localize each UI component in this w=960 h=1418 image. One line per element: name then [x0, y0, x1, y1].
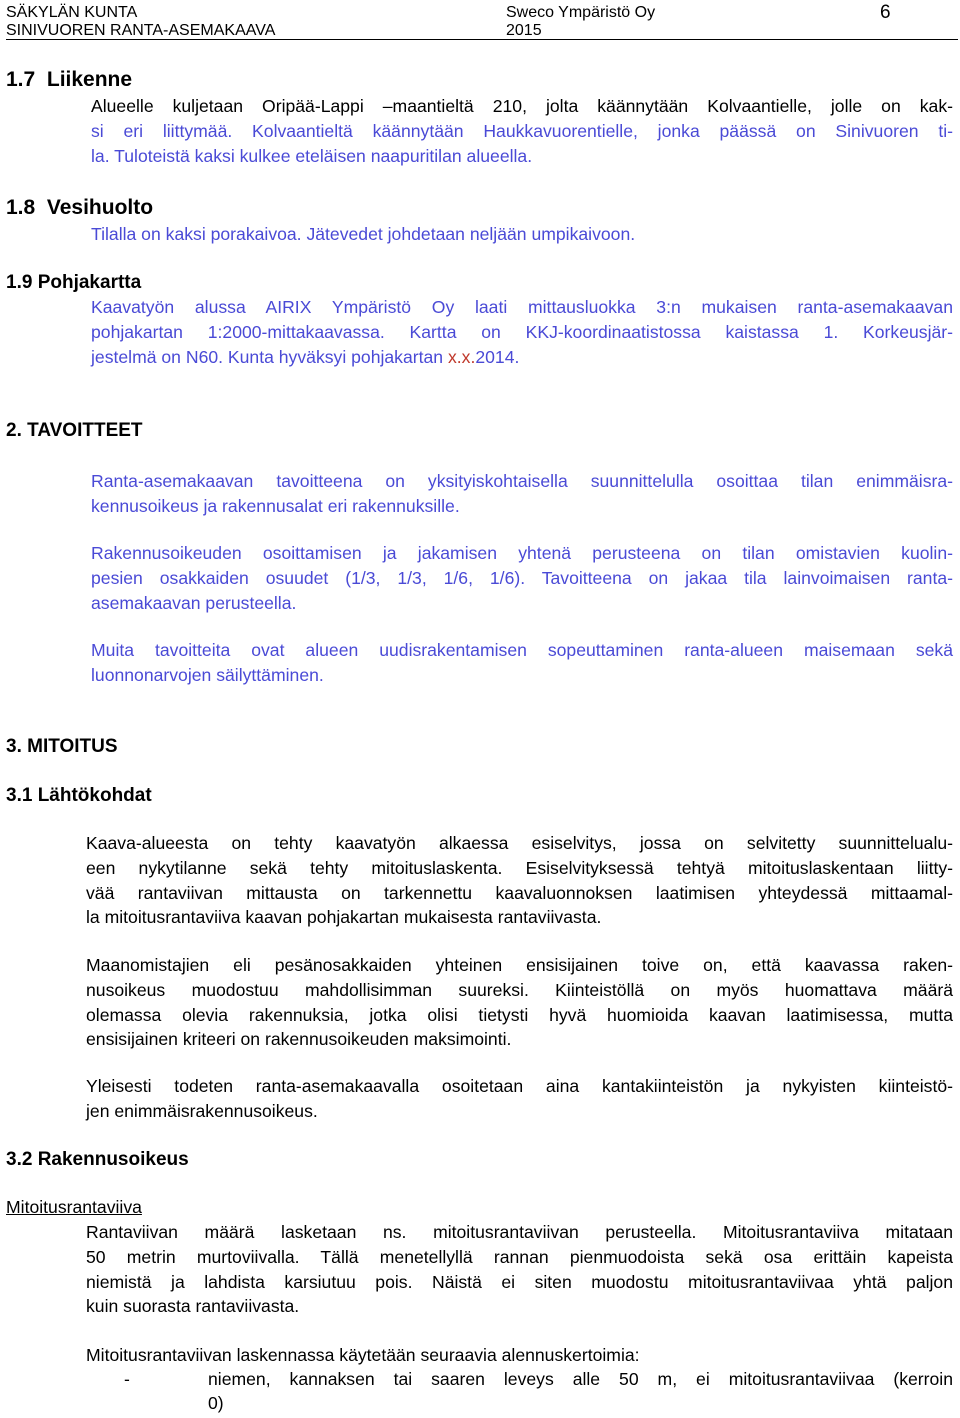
heading-1-7-title: Liikenne	[46, 68, 133, 91]
text-line: nusoikeus muodostuu mahdollisimman suureksi. Kiinteistöllä on myös huomattava määrä	[86, 979, 953, 1000]
heading-1-9	[6, 272, 141, 294]
text-line: 50 metrin murtoviivalla. Tällä menetellyllä rannan pienmuodoista sekä osa erittäin kapeista	[86, 1246, 953, 1267]
paragraph-pohjakartta	[91, 295, 953, 369]
text-line: Yleisesti todeten ranta-asemakaavalla osoitetaan aina kantakiinteistön ja nykyisten kiinteistö-	[86, 1076, 953, 1096]
heading-1-7	[6, 68, 132, 92]
text-line: luonnonarvojen säilyttäminen.	[91, 664, 324, 685]
heading-2-tavoitteet: 2. TAVOITTEET	[6, 420, 143, 441]
header-plan: SINIVUOREN RANTA-ASEMAKAAVA	[6, 22, 276, 39]
paragraph-alennuskertoimet: Mitoitusrantaviivan laskennassa käytetään seuraavia alennuskertoimia:	[86, 1345, 640, 1365]
text-line: ensisijainen kriteeri on rakennusoikeuden maksimointi.	[86, 1029, 512, 1050]
heading-1-8-number: 1.8	[6, 196, 36, 219]
text-line: si eri liittymää. Kolvaantieltä käännytään Haukkavuorentielle, jonka päässä on Sinivuoren ti-	[91, 120, 953, 141]
text-segment: jestelmä on N60. Kunta hyväksyi pohjakartan	[91, 346, 448, 367]
paragraph-lahtokohdat-1	[86, 831, 953, 930]
approval-date-placeholder: x.x.	[447, 346, 476, 367]
text-line: la. Tuloteistä kaksi kulkee eteläisen naapuritilan alueella.	[91, 145, 533, 166]
text-line: Rakennusoikeuden osoittamisen ja jakamisen yhtenä perusteena on tilan omistavien kuolin-	[91, 543, 953, 563]
list-item-line-2: 0)	[208, 1393, 224, 1413]
heading-1-8-title: Vesihuolto	[46, 196, 154, 219]
list-dash: -	[124, 1369, 130, 1389]
header-rule	[6, 39, 958, 40]
header-company: Sweco Ympäristö Oy	[506, 4, 656, 21]
text-line: Muita tavoitteita ovat alueen uudisrakentamisen sopeuttaminen ranta-alueen maisemaan sekä	[91, 640, 953, 660]
text-line: vää rantaviivan mittausta on tarkennettu kaavaluonnoksen laatimisen yhteydessä mittaamal-	[86, 882, 953, 903]
paragraph-lahtokohdat-2	[86, 953, 953, 1052]
text-line: Kaavatyön alussa AIRIX Ympäristö Oy laati mittausluokka 3:n mukaisen ranta-asemakaavan	[91, 297, 953, 317]
text-line: Ranta-asemakaavan tavoitteena on yksityiskohtaisella suunnittelulla osoittaa tilan enimmäisra-	[91, 471, 953, 491]
heading-3-mitoitus: 3. MITOITUS	[6, 736, 118, 757]
heading-1-7-number: 1.7	[6, 68, 36, 91]
text-line: kuin suorasta rantaviivasta.	[86, 1296, 300, 1317]
heading-1-8	[6, 196, 153, 220]
paragraph-tavoitteet-2	[91, 541, 953, 615]
text-line: Alueelle kuljetaan Oripää-Lappi –maantieltä 210, jolta käännytään Kolvaantielle, jolle on kak-	[91, 96, 953, 116]
paragraph-tavoitteet-1	[91, 469, 953, 519]
page-number: 6	[880, 2, 891, 23]
text-line: niemistä ja lahdista karsiutuu pois. Näistä ei siten muodostu mitoitusrantaviivaa yhtä paljon	[86, 1271, 953, 1292]
paragraph-liikenne	[91, 94, 953, 168]
text-line	[91, 345, 953, 370]
paragraph-lahtokohdat-3	[86, 1074, 953, 1124]
heading-3-1: 3.1 Lähtökohdat	[6, 785, 152, 806]
paragraph-vesihuolto: Tilalla on kaksi porakaivoa. Jätevedet johdetaan neljään umpikaivoon.	[91, 224, 636, 244]
text-line: la mitoitusrantaviiva kaavan pohjakartan mukaisesta rantaviivasta.	[86, 907, 602, 928]
text-line: jen enimmäisrakennusoikeus.	[86, 1100, 318, 1121]
text-line: pesien osakkaiden osuudet (1/3, 1/3, 1/6, 1/6). Tavoitteena on jakaa tila lainvoimaisen ranta-	[91, 567, 953, 588]
text-segment: 2014.	[475, 346, 520, 367]
text-line: kennusoikeus ja rakennusalat eri rakennuksille.	[91, 495, 460, 516]
heading-1-9-title: Pohjakartta	[37, 272, 142, 293]
paragraph-rakennusoikeus-1	[86, 1220, 953, 1319]
text-line: asemakaavan perusteella.	[91, 592, 297, 613]
text-line: een nykytilanne sekä tehty mitoituslaskenta. Esiselvityksessä tehtyä mitoituslaskentaan liitty-	[86, 857, 953, 878]
text-line: pohjakartan 1:2000-mittakaavassa. Kartta on KKJ-koordinaatistossa kaistassa 1. Korkeusjär-	[91, 321, 953, 342]
paragraph-tavoitteet-3	[91, 638, 953, 688]
heading-3-2: 3.2 Rakennusoikeus	[6, 1149, 189, 1170]
header-org: SÄKYLÄN KUNTA	[6, 4, 138, 21]
text-line: Kaava-alueesta on tehty kaavatyön alkaessa esiselvitys, jossa on selvitetty suunnittelualu-	[86, 833, 953, 853]
text-line: Maanomistajien eli pesänosakkaiden yhteinen ensisijainen toive on, että kaavassa raken-	[86, 955, 953, 975]
header-year: 2015	[506, 22, 542, 39]
list-item-line-1: niemen, kannaksen tai saaren leveys alle 50 m, ei mitoitusrantaviivaa (kerroin	[208, 1369, 953, 1389]
heading-1-9-number: 1.9	[6, 272, 33, 293]
text-line: olemassa olevia rakennuksia, jotka olisi tietysti hyvä huomioida kaavan laatimisessa, mutta	[86, 1004, 953, 1025]
text-line: Rantaviivan määrä lasketaan ns. mitoitusrantaviivan perusteella. Mitoitusrantaviiva mitataan	[86, 1222, 953, 1242]
subheading-mitoitusrantaviiva: Mitoitusrantaviiva	[6, 1197, 142, 1217]
